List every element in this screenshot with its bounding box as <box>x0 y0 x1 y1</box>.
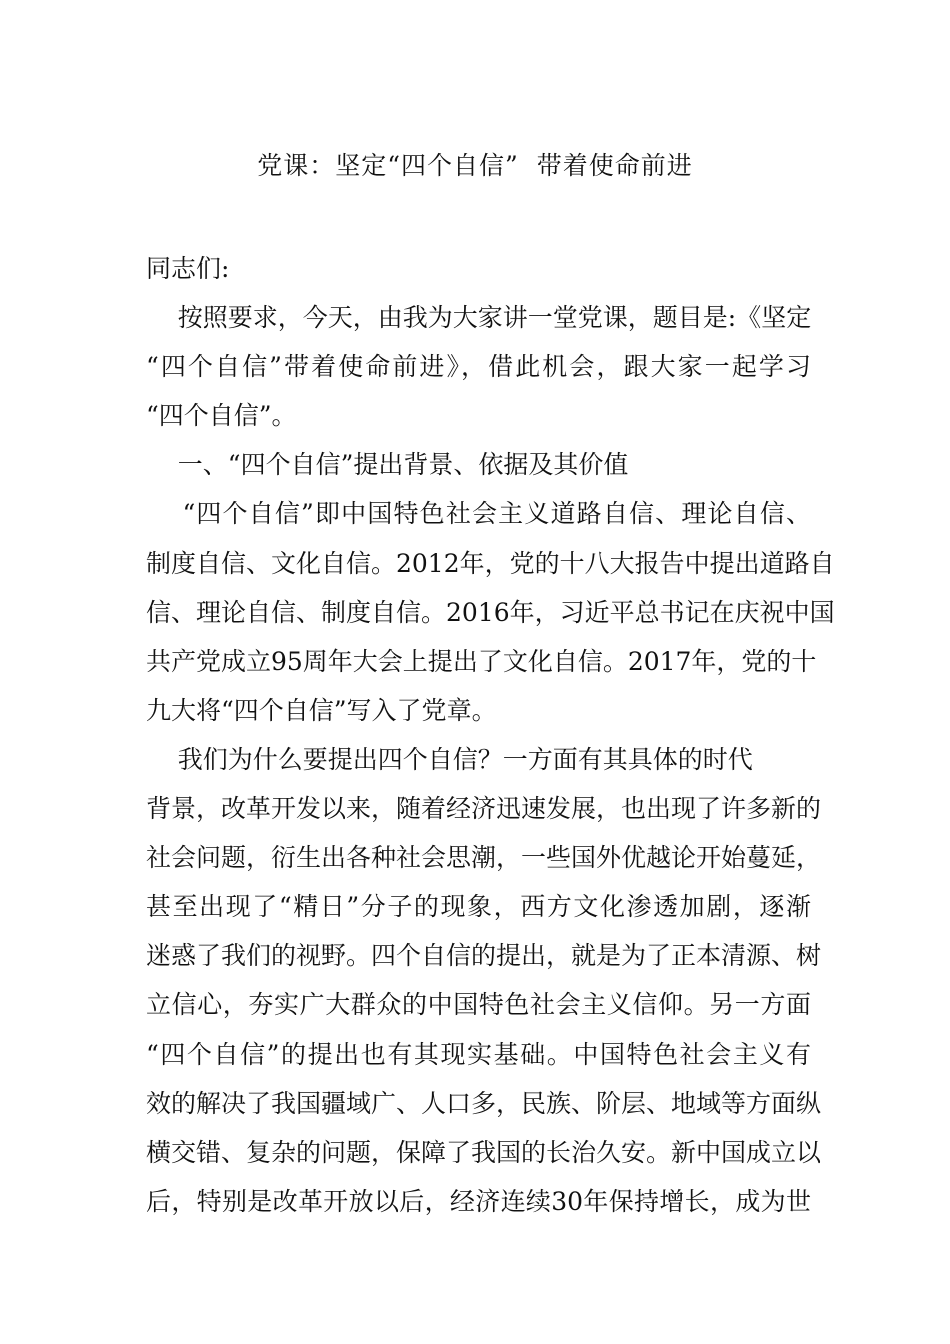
paragraph-line: 共产党成立95周年大会上提出了文化自信。2017年，党的十 <box>146 646 817 676</box>
paragraph-line: “四个自信”带着使命前进》，借此机会，跟大家一起学习 <box>146 352 811 382</box>
salutation-line: 同志们: <box>146 254 230 283</box>
paragraph-line: 社会问题，衍生出各种社会思潮，一些国外优越论开始蔓延， <box>146 843 822 873</box>
paragraph-line: “四个自信”即中国特色社会主义道路自信、理论自信、 <box>146 499 811 529</box>
paragraph-line: 信、理论自信、制度自信。2016年，习近平总书记在庆祝中国 <box>146 597 835 627</box>
paragraph-line: 背景，改革开发以来，随着经济迅速发展，也出现了许多新的 <box>146 794 822 824</box>
paragraph-line: 九大将“四个自信”写入了党章。 <box>146 695 497 725</box>
paragraph-line: 迷惑了我们的视野。四个自信的提出，就是为了正本清源、树 <box>146 941 822 971</box>
paragraph-line: 甚至出现了“精日”分子的现象，西方文化渗透加剧，逐渐 <box>146 892 811 922</box>
paragraph-line: 制度自信、文化自信。2012年，党的十八大报告中提出道路自 <box>146 548 835 578</box>
paragraph-line: 立信心，夯实广大群众的中国特色社会主义信仰。另一方面 <box>146 990 811 1020</box>
paragraph-line: 横交错、复杂的问题，保障了我国的长治久安。新中国成立以 <box>146 1137 822 1167</box>
paragraph-line: 按照要求，今天，由我为大家讲一堂党课，题目是:《坚定 <box>146 303 812 333</box>
document-title: 党课：坚定“四个自信” 带着使命前进 <box>257 151 693 180</box>
section-heading: 一、“四个自信”提出背景、依据及其价值 <box>146 450 629 480</box>
paragraph-line: 我们为什么要提出四个自信？一方面有其具体的时代 <box>146 744 753 774</box>
paragraph-line: 后，特别是改革开放以后，经济连续30年保持增长，成为世 <box>146 1186 811 1216</box>
paragraph-line: “四个自信”的提出也有其现实基础。中国特色社会主义有 <box>146 1039 811 1069</box>
document-body <box>146 244 835 1226</box>
paragraph-line: 效的解决了我国疆域广、人口多，民族、阶层、地域等方面纵 <box>146 1088 822 1118</box>
paragraph-line: “四个自信”。 <box>146 401 297 431</box>
